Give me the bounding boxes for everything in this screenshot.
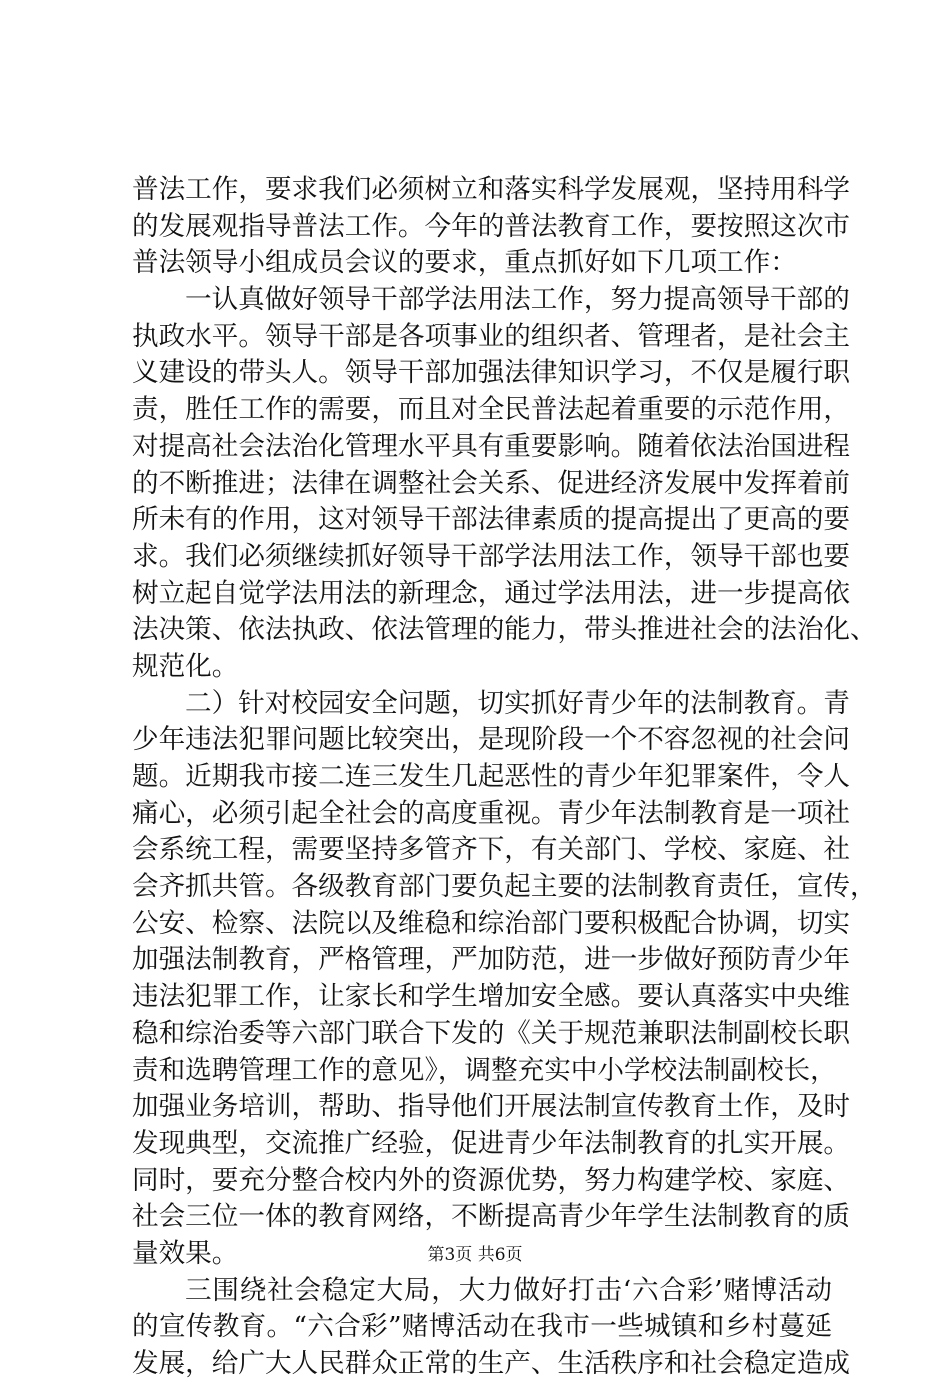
text-line: 发展，给广大人民群众正常的生产、生活秩序和社会稳定造成 (132, 1348, 851, 1379)
text-line: 一认真做好领导干部学法用法工作，努力提高领导干部的 (185, 284, 850, 316)
text-line: 会齐抓共管。各级教育部门要负起主要的法制教育责任，宣传， (132, 871, 877, 903)
text-line: 义建设的带头人。领导干部加强法律知识学习，不仅是履行职 (132, 357, 851, 389)
text-line: 社会三位一体的教育网络，不断提高青少年学生法制教育的质 (132, 1201, 851, 1233)
text-line: 责，胜任工作的需要，而且对全民普法起着重要的示范作用， (132, 394, 851, 426)
text-line: 对提高社会法治化管理水平具有重要影响。随着依法治国进程 (132, 430, 851, 462)
text-line: 加强业务培训，帮助、指导他们开展法制宣传教育土作，及时 (132, 1091, 851, 1123)
text-line: 少年违法犯罪问题比较突出，是现阶段一个不容忽视的社会问 (132, 724, 851, 756)
text-line: 的宣传教育。“六合彩”赌博活动在我市一些城镇和乡村蔓延 (132, 1311, 832, 1343)
text-line: 责和选聘管理工作的意见》，调整充实中小学校法制副校长， (132, 1054, 837, 1086)
text-line: 发现典型，交流推广经验，促进青少年法制教育的扎实开展。 (132, 1127, 851, 1159)
text-line: 的不断推进；法律在调整社会关系、促进经济发展中发挥着前 (132, 467, 851, 499)
text-line: 求。我们必须继续抓好领导干部学法用法工作，领导干部也要 (132, 540, 851, 572)
paragraph (132, 686, 877, 1273)
text-line: 公安、检察、法院以及维稳和综治部门要积极配合协调，切实 (132, 907, 851, 939)
text-line: 法决策、依法执政、依法管理的能力，带头推进社会的法治化、 (132, 614, 877, 646)
text-line: 二）针对校园安全问题，切实抓好青少年的法制教育。青 (185, 687, 850, 719)
text-line: 稳和综治委等六部门联合下发的《关于规范兼职法制副校长职 (132, 1017, 851, 1049)
text-line: 树立起自觉学法用法的新理念，通过学法用法，进一步提高依 (132, 577, 851, 609)
paragraph (132, 172, 851, 282)
page-footer: 第3页 共6页 (427, 1245, 523, 1265)
text-line: 普法工作，要求我们必须树立和落实科学发展观，坚持用科学 (132, 174, 851, 205)
text-line: 题。近期我市接二连三发生几起恶性的青少年犯罪案件，令人 (132, 761, 851, 792)
paragraph (132, 1273, 851, 1383)
text-line: 规范化。 (132, 650, 239, 682)
document-body (132, 172, 877, 1383)
text-line: 痛心，必须引起全社会的高度重视。青少年法制教育是一项社 (132, 797, 851, 829)
paragraph (132, 282, 877, 686)
text-line: 加强法制教育，严格管理，严加防范，进一步做好预防青少年 (132, 944, 851, 976)
text-line: 违法犯罪工作，让家长和学生增加安全感。要认真落实中央维 (132, 981, 851, 1013)
text-line: 量效果。 (132, 1237, 239, 1269)
text-line: 的发展观指导普法工作。今年的普法教育工作，要按照这次市 (132, 210, 851, 242)
text-line: 执政水平。领导干部是各项事业的组织者、管理者，是社会主 (132, 320, 851, 352)
text-line: 三围绕社会稳定大局，大力做好打击‘六合彩’赌博活动 (185, 1274, 832, 1306)
text-line: 会系统工程，需要坚持多管齐下，有关部门、学校、家庭、社 (132, 834, 851, 866)
text-line: 所未有的作用，这对领导干部法律素质的提高提出了更高的要 (132, 504, 851, 536)
text-line: 同时，要充分整合校内外的资源优势，努力构建学校、家庭、 (132, 1164, 851, 1196)
text-line: 普法领导小组成员会议的要求，重点抓好如下几项工作： (132, 247, 797, 279)
